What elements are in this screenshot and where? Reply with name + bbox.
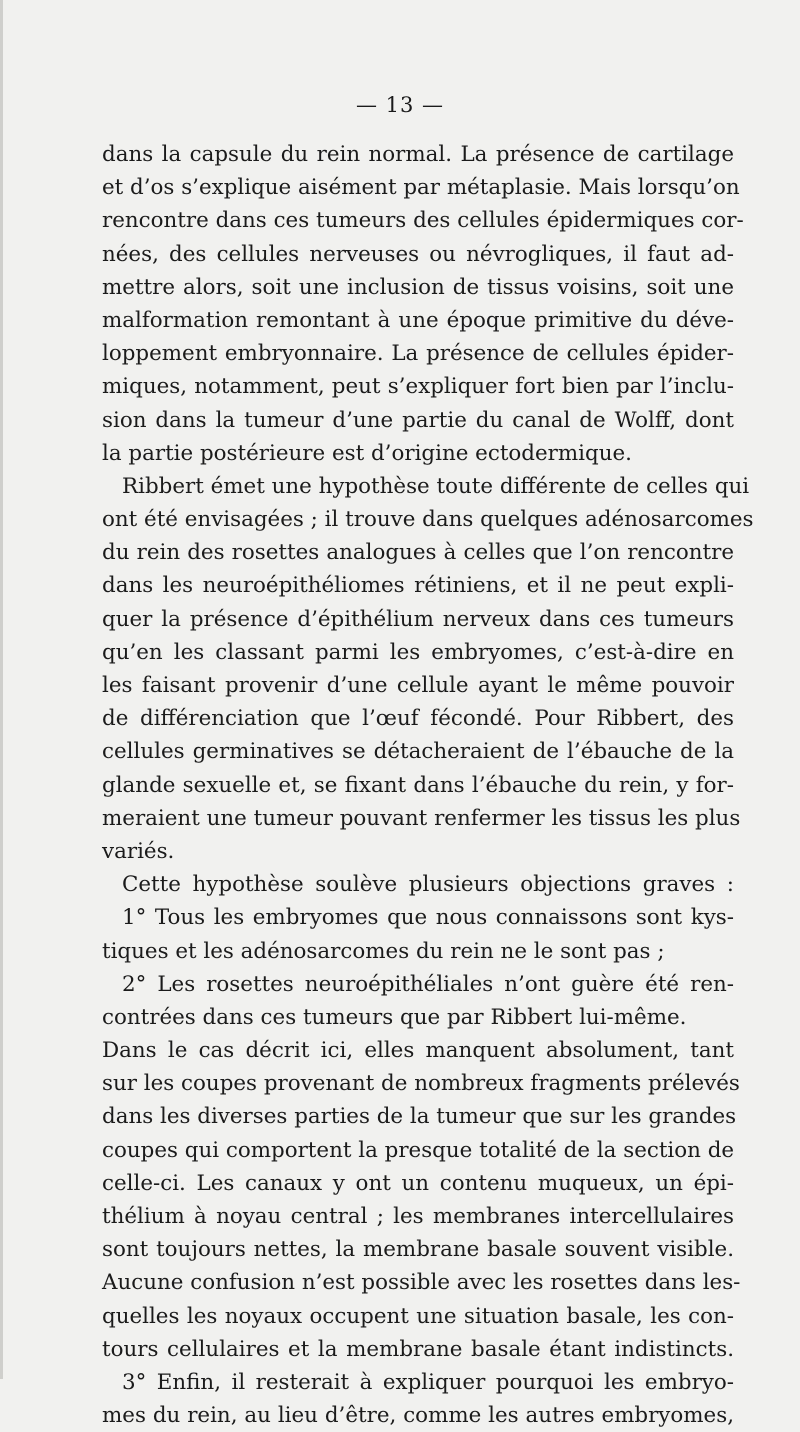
text-line: meraient une tumeur pouvant renfermer les tissus les plus: [102, 805, 741, 831]
text-line: glande sexuelle et, se fixant dans l’ébauche du rein, y for-: [102, 772, 734, 798]
text-line: tiques et les adénosarcomes du rein ne le sont pas ;: [102, 938, 665, 964]
text-line: contrées dans ces tumeurs que par Ribbert lui-même.: [102, 1004, 687, 1030]
page-edge: [0, 0, 3, 1379]
text-line: ont été envisagées ; il trouve dans quelques adénosarcomes: [102, 507, 754, 533]
text-line: 2° Les rosettes neuroépithéliales n’ont guère été ren-: [122, 971, 734, 997]
text-line: la partie postérieure est d’origine ectodermique.: [102, 440, 632, 466]
text-line: qu’en les classant parmi les embryomes, c’est-à-dire en: [102, 639, 734, 665]
text-line: quer la présence d’épithélium nerveux dans ces tumeurs: [102, 606, 734, 632]
text-line: sur les coupes provenant de nombreux fragments prélevés: [102, 1071, 740, 1097]
text-line: les faisant provenir d’une cellule ayant le même pouvoir: [102, 673, 734, 698]
body-text: [102, 138, 754, 1432]
text-line: sont toujours nettes, la membrane basale souvent visible.: [102, 1237, 734, 1263]
text-line: mes du rein, au lieu d’être, comme les autres embryomes,: [102, 1403, 734, 1429]
text-line: thélium à noyau central ; les membranes intercellulaires: [102, 1204, 734, 1229]
text-line: miques, notamment, peut s’expliquer fort bien par l’inclu-: [102, 374, 734, 400]
page-number: — 13 —: [355, 93, 445, 117]
text-line: mettre alors, soit une inclusion de tissus voisins, soit une: [102, 274, 734, 300]
text-line: celle-ci. Les canaux y ont un contenu muqueux, un épi-: [102, 1170, 734, 1196]
text-line: 3° Enfin, il resterait à expliquer pourquoi les embryo-: [122, 1369, 734, 1395]
text-line: tours cellulaires et la membrane basale étant indistincts.: [102, 1336, 734, 1362]
text-line: 1° Tous les embryomes que nous connaissons sont kys-: [122, 905, 734, 931]
text-line: sion dans la tumeur d’une partie du canal de Wolff, dont: [102, 407, 734, 433]
text-line: loppement embryonnaire. La présence de cellules épider-: [102, 341, 734, 367]
text-line: variés.: [102, 838, 175, 864]
text-line: quelles les noyaux occupent une situation basale, les con-: [102, 1303, 734, 1329]
text-line: dans les diverses parties de la tumeur que sur les grandes: [102, 1104, 737, 1130]
text-line: et d’os s’explique aisément par métaplasie. Mais lorsqu’on: [102, 175, 740, 201]
text-line: cellules germinatives se détacheraient de l’ébauche de la: [102, 739, 734, 765]
text-line: nées, des cellules nerveuses ou névrogliques, il faut ad-: [102, 241, 734, 267]
text-line: coupes qui comportent la presque totalité de la section de: [102, 1137, 735, 1163]
text-line: Dans le cas décrit ici, elles manquent absolument, tant: [102, 1038, 734, 1064]
text-line: du rein des rosettes analogues à celles que l’on rencontre: [102, 540, 734, 566]
text-line: malformation remontant à une époque primitive du déve-: [102, 307, 734, 333]
text-line: Aucune confusion n’est possible avec les rosettes dans les-: [102, 1270, 741, 1296]
text-line: dans la capsule du rein normal. La présence de cartilage: [102, 142, 734, 167]
text-line: dans les neuroépithéliomes rétiniens, et il ne peut expli-: [102, 573, 734, 599]
text-line: Ribbert émet une hypothèse toute différente de celles qui: [122, 473, 750, 499]
text-line: de différenciation que l’œuf fécondé. Pour Ribbert, des: [102, 706, 734, 732]
text-line: Cette hypothèse soulève plusieurs objections graves :: [122, 872, 734, 898]
text-line: rencontre dans ces tumeurs des cellules épidermiques cor-: [102, 208, 744, 234]
